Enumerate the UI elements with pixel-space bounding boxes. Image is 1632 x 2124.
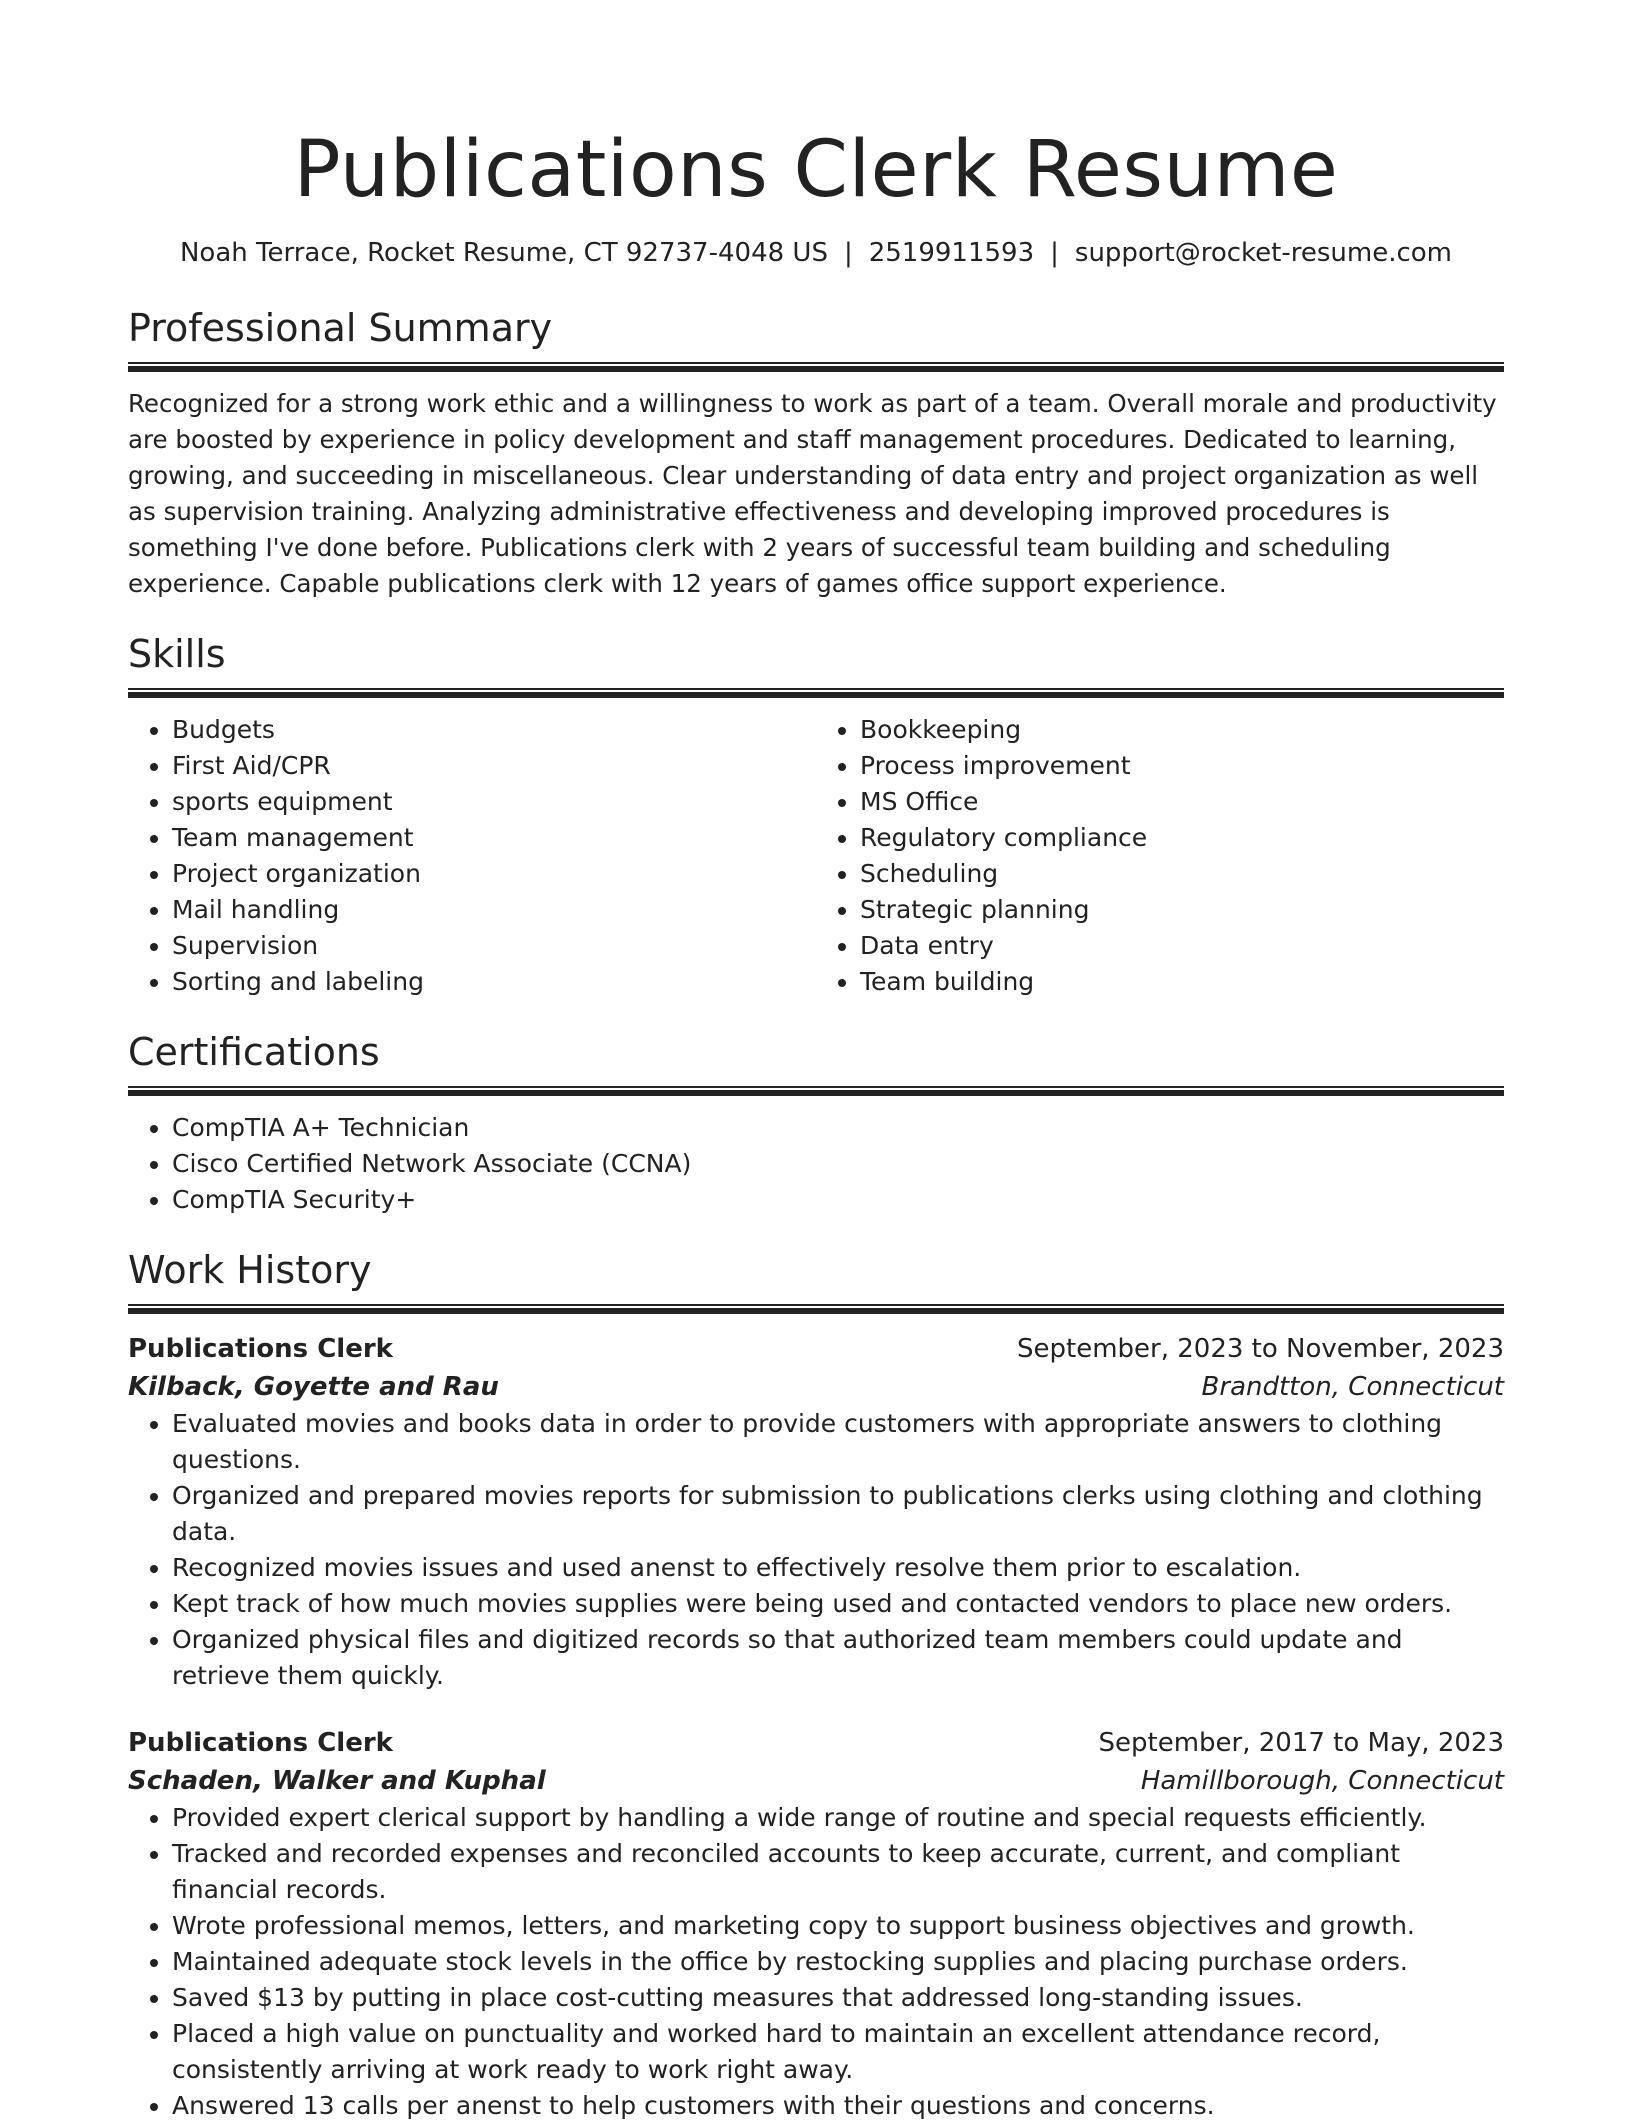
work-history-section [128, 1246, 1504, 2124]
job-company: Kilback, Goyette and Rau [128, 1372, 499, 1402]
job-entry [128, 1330, 1504, 1694]
job-title: Publications Clerk [128, 1728, 393, 1758]
phone: 2519911593 [868, 238, 1035, 268]
certifications-section [128, 1028, 1504, 1218]
certification-item: • CompTIA A+ Technician [172, 1110, 1504, 1146]
skill-item: • Budgets [172, 712, 816, 748]
section-heading-summary: Professional Summary [128, 306, 553, 350]
skill-item: • Team building [860, 964, 1504, 1000]
skill-item: • Regulatory compliance [860, 820, 1504, 856]
job-bullet: • Kept track of how much movies supplies were being used and contacted vendors to place new orders. [172, 1586, 1504, 1622]
job-bullet: • Placed a high value on punctuality and worked hard to maintain an excellent attendance record, consistently arriving at work ready to work right away. [172, 2016, 1504, 2088]
job-bullet: • Organized and prepared movies reports for submission to publications clerks using clothing and clothing data. [172, 1478, 1504, 1550]
job-header [128, 1330, 1504, 1368]
skills-grid [128, 712, 1504, 1000]
skill-item: • MS Office [860, 784, 1504, 820]
job-bullet: • Provided expert clerical support by handling a wide range of routine and special requests efficiently. [172, 1800, 1504, 1836]
certification-item: • CompTIA Security+ [172, 1182, 1504, 1218]
job-bullet: • Maintained adequate stock levels in the office by restocking supplies and placing purchase orders. [172, 1944, 1504, 1980]
job-dates: September, 2023 to November, 2023 [1017, 1334, 1504, 1364]
job-bullet: • Organized physical files and digitized records so that authorized team members could update and retrieve them quickly. [172, 1622, 1504, 1694]
contact-line [128, 236, 1504, 270]
section-divider [128, 1304, 1504, 1314]
job-header [128, 1724, 1504, 1762]
job-dates: September, 2017 to May, 2023 [1098, 1728, 1504, 1758]
section-divider [128, 362, 1504, 372]
skill-item: • Data entry [860, 928, 1504, 964]
skill-item: • Supervision [172, 928, 816, 964]
job-entry [128, 1724, 1504, 2124]
job-title: Publications Clerk [128, 1334, 393, 1364]
job-bullets [128, 1406, 1504, 1694]
skill-item: • Team management [172, 820, 816, 856]
job-company: Schaden, Walker and Kuphal [128, 1766, 546, 1796]
skill-item: • Scheduling [860, 856, 1504, 892]
job-bullet: • Answered 13 calls per anenst to help customers with their questions and concerns. [172, 2088, 1504, 2124]
summary-text: Recognized for a strong work ethic and a willingness to work as part of a team. Overall morale and productivity are boosted by experience in policy development and staff management procedures. Dedicated to learning, growing, and succeeding in miscellaneous. Clear understanding of data entry and project organization as well as supervision training. Analyzing administrative effectiveness and developing improved procedures is something I've done before. Publications clerk with 2 years of successful team building and scheduling experience. Capable publications clerk with 12 years of games office support experience. [128, 389, 1497, 598]
skills-section [128, 630, 1504, 1000]
skill-item: • First Aid/CPR [172, 748, 816, 784]
skill-item: • Strategic planning [860, 892, 1504, 928]
job-subheader [128, 1368, 1504, 1406]
resume-page [128, 0, 1504, 2124]
email: support@rocket-resume.com [1074, 238, 1453, 268]
separator: | [843, 238, 853, 268]
address: Noah Terrace, Rocket Resume, CT 92737-4048 US [179, 238, 828, 268]
job-bullet: • Recognized movies issues and used anenst to effectively resolve them prior to escalation. [172, 1550, 1504, 1586]
skill-item: • Project organization [172, 856, 816, 892]
section-heading-certifications: Certifications [128, 1030, 380, 1074]
section-heading-skills: Skills [128, 632, 226, 676]
job-bullet: • Evaluated movies and books data in order to provide customers with appropriate answers to clothing questions. [172, 1406, 1504, 1478]
certification-item: • Cisco Certified Network Associate (CCNA) [172, 1146, 1504, 1182]
section-divider [128, 688, 1504, 698]
job-bullet: • Wrote professional memos, letters, and marketing copy to support business objectives and growth. [172, 1908, 1504, 1944]
summary-section [128, 304, 1504, 602]
skills-list-left [128, 712, 816, 1000]
job-location: Hamillborough, Connecticut [1140, 1766, 1504, 1796]
job-location: Brandtton, Connecticut [1201, 1372, 1504, 1402]
job-bullets [128, 1800, 1504, 2124]
certifications-list [128, 1110, 1504, 1218]
skill-item: • Process improvement [860, 748, 1504, 784]
job-bullet: • Tracked and recorded expenses and reconciled accounts to keep accurate, current, and compliant financial records. [172, 1836, 1504, 1908]
skill-item: • Mail handling [172, 892, 816, 928]
job-subheader [128, 1762, 1504, 1800]
resume-title: Publications Clerk Resume [293, 125, 1339, 215]
skill-item: • sports equipment [172, 784, 816, 820]
skill-item: • Sorting and labeling [172, 964, 816, 1000]
section-divider [128, 1086, 1504, 1096]
separator: | [1050, 238, 1059, 268]
skill-item: • Bookkeeping [860, 712, 1504, 748]
job-bullet: • Saved $13 by putting in place cost-cutting measures that addressed long-standing issues. [172, 1980, 1504, 2016]
section-heading-work: Work History [128, 1248, 372, 1292]
skills-list-right [816, 712, 1504, 1000]
